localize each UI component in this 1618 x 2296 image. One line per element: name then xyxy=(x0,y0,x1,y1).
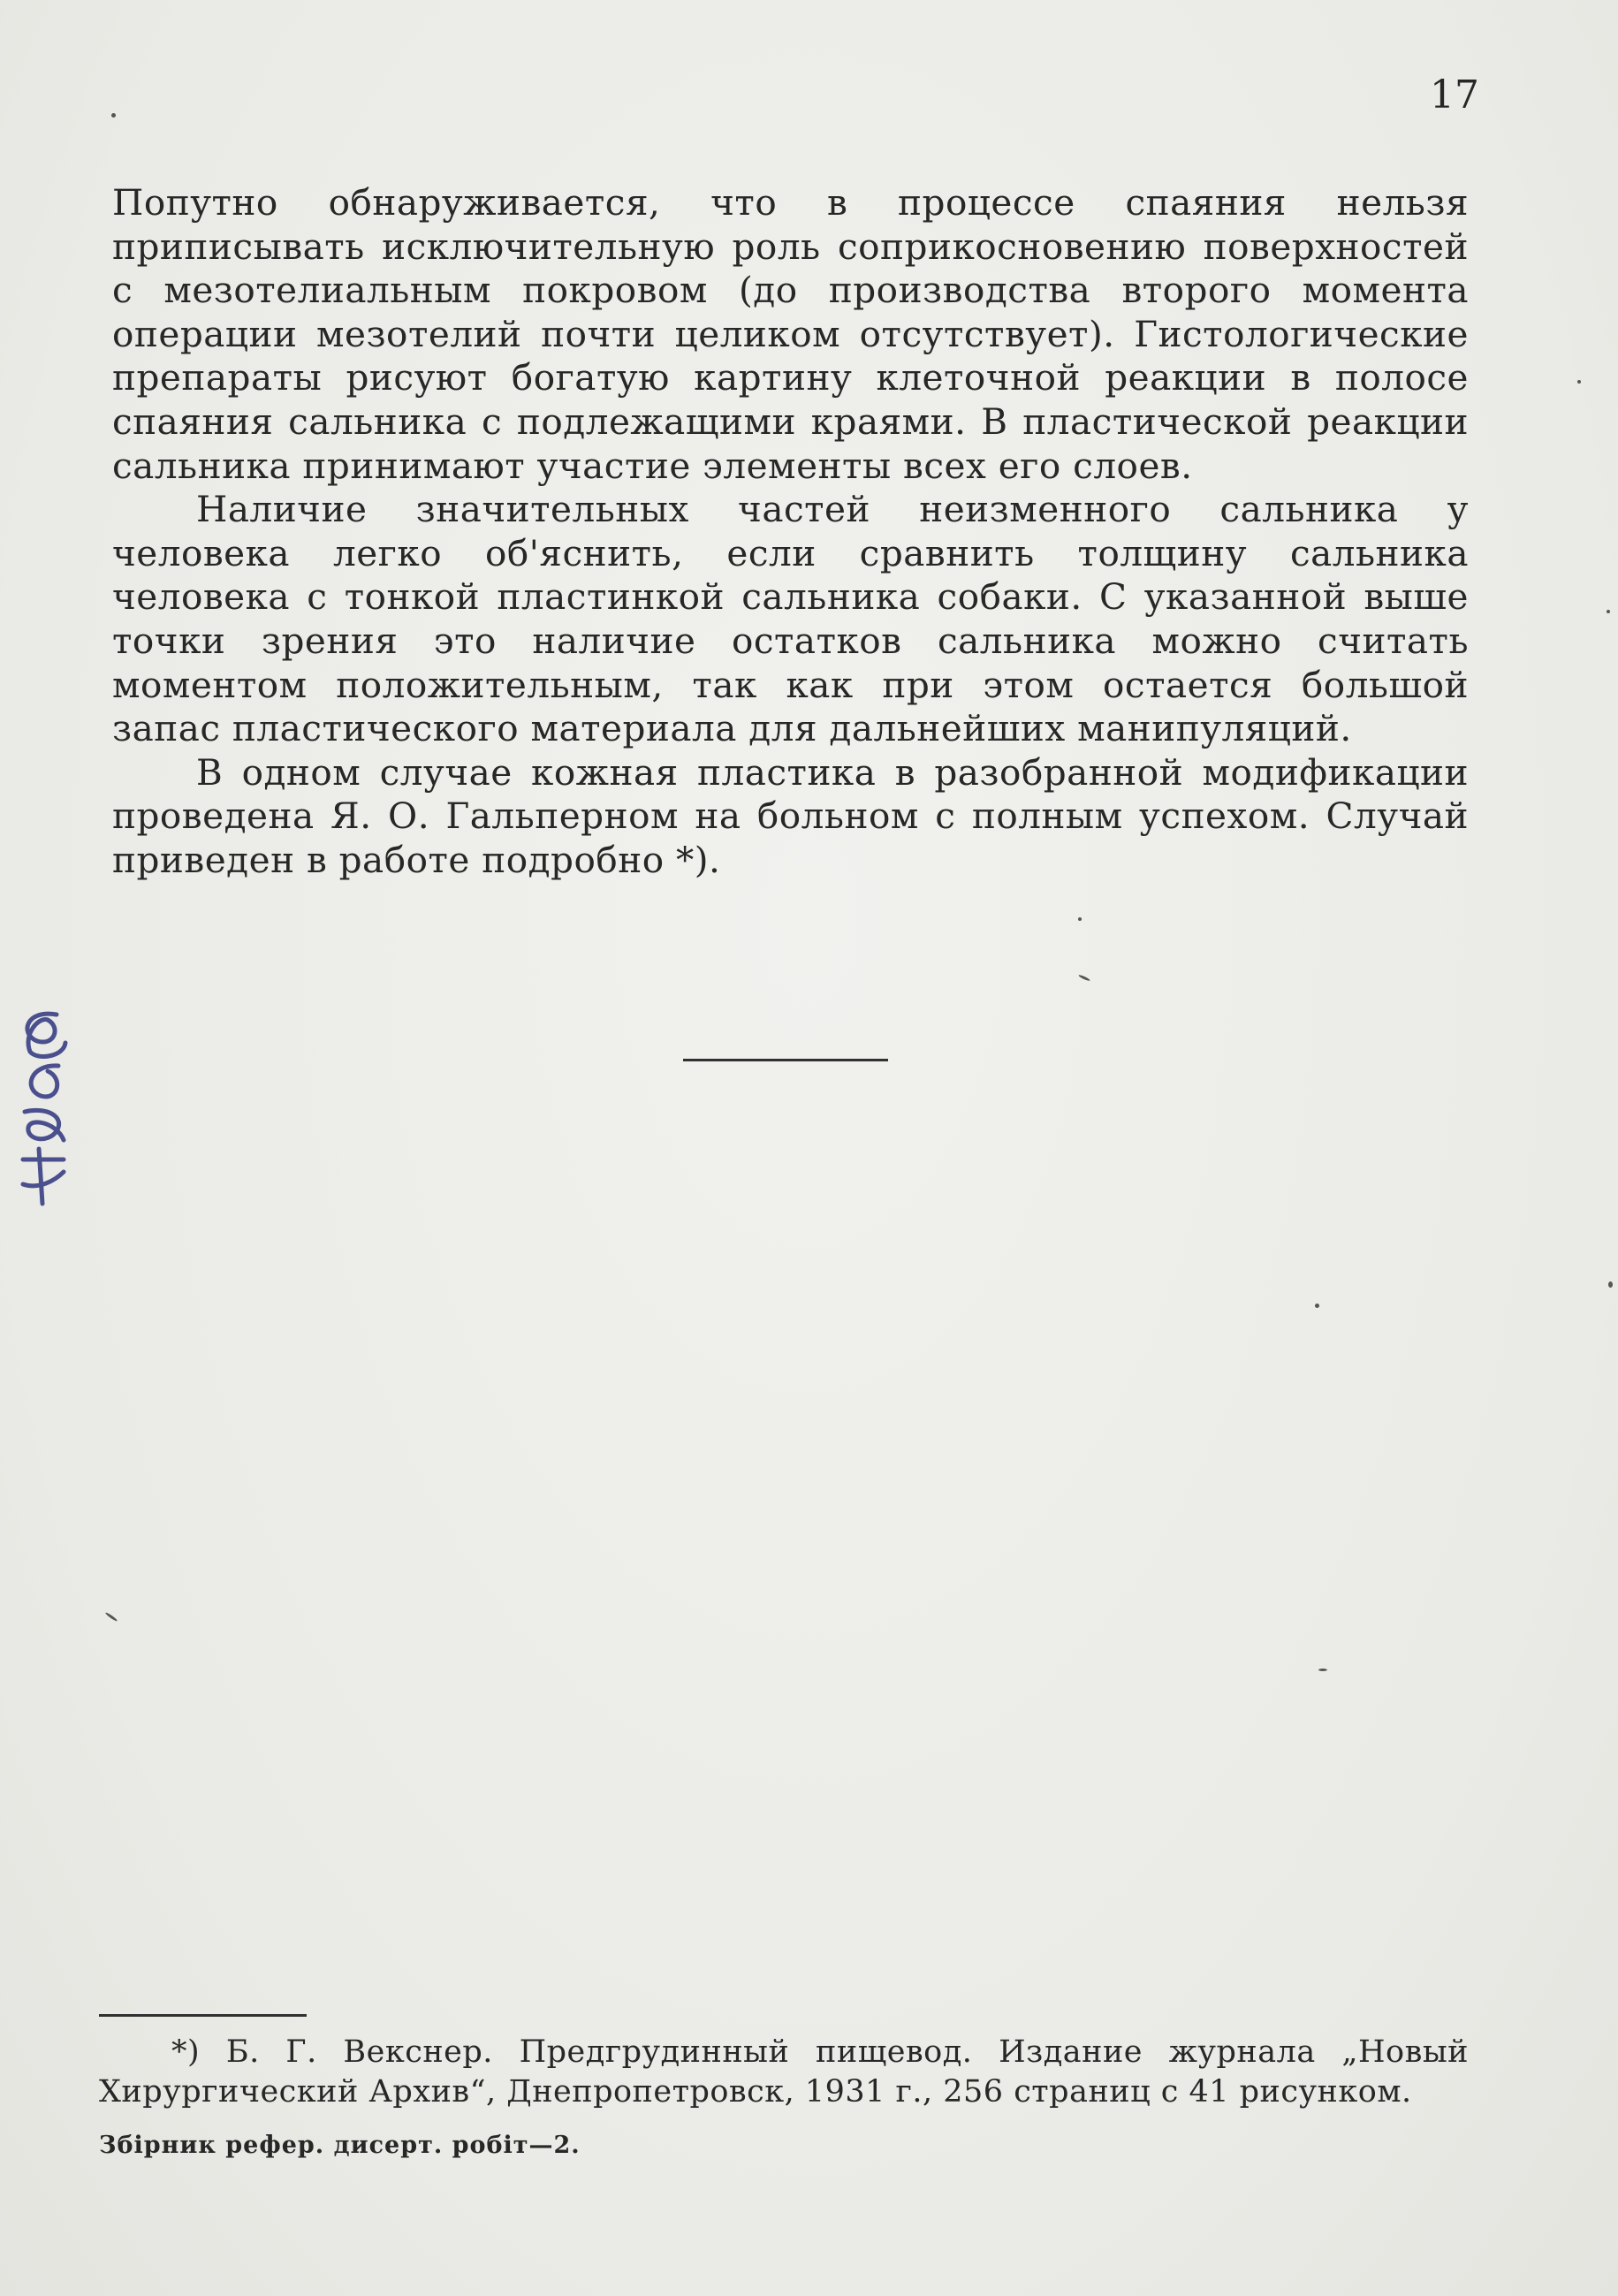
speck xyxy=(111,113,116,118)
speck xyxy=(1577,380,1581,384)
speck xyxy=(1608,1281,1613,1288)
speck xyxy=(1078,974,1090,982)
speck xyxy=(1318,1669,1327,1671)
body-text xyxy=(112,181,1469,883)
speck xyxy=(1607,610,1610,613)
section-divider xyxy=(683,1059,888,1061)
speck xyxy=(1315,1304,1319,1308)
page-number: 17 xyxy=(1430,72,1479,118)
series-note: Збірник рефер. дисерт. робіт—2. xyxy=(99,2132,581,2159)
paragraph-2: Наличие значительных частей неизменного сальника у человека легко об'яснить, если сравнить толщину сальника человека с тонкой пластинкой сальника собаки. С указанной выше точки зрения это наличие остатков сальника можно считать моментом положительным, так как при этом остается большой запас пластического материала для дальнейших манипуляций. xyxy=(112,488,1469,750)
paragraph-1: Попутно обнаруживается, что в процессе спаяния нельзя приписывать исключительную роль соприкосновению поверхностей с мезотелиальным покровом (до производства второго момента операции мезотелий почти целиком отсутствует). Гистологические препараты рисуют богатую картину клеточной реакции в полосе спаяния сальника с подлежащими краями. В пластической реакции сальника принимают участие элементы всех его слоев. xyxy=(112,181,1469,487)
footnote-divider xyxy=(99,2014,307,2017)
handwritten-inventory-mark xyxy=(12,1007,72,1211)
paragraph-3: В одном случае кожная пластика в разобранной модификации проведена Я. О. Гальперном на больном с полным успехом. Случай приведен в работе подробно *). xyxy=(112,750,1469,881)
speck xyxy=(105,1612,118,1623)
footnote: *) Б. Г. Векснер. Предгрудинный пищевод. Издание журнала „Новый Хирургический Архив“, Днепропетровск, 1931 г., 256 страниц с 41 рисунком. xyxy=(99,2034,1469,2110)
speck xyxy=(1078,917,1082,921)
